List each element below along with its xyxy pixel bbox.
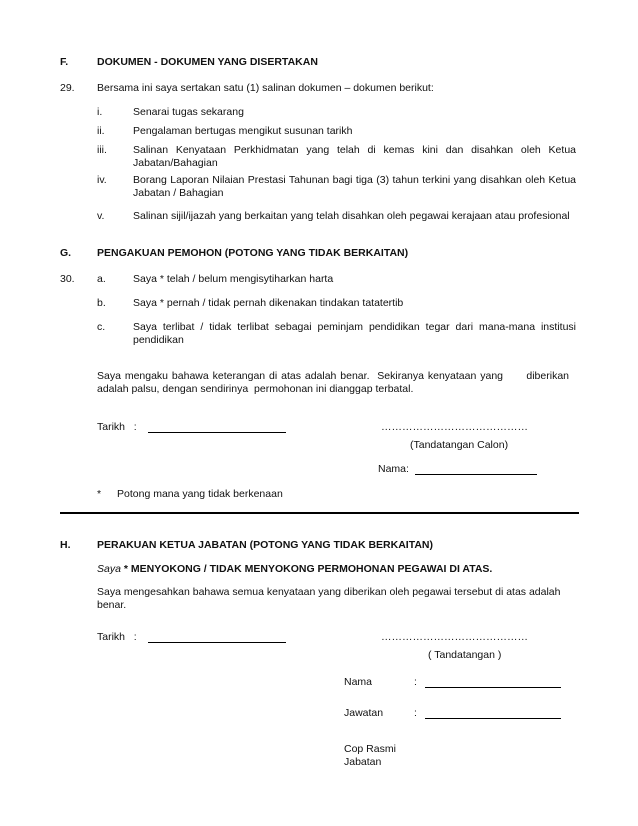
doc-text: Pengalaman bertugas mengikut susunan tarikh — [133, 125, 353, 137]
footnote: Potong mana yang tidak berkenaan — [117, 488, 283, 500]
doc-number: iv. — [97, 174, 107, 186]
applicant-declaration: Saya mengaku bahawa keterangan di atas adalah benar. Sekiranya kenyataan yang diberikan adalah palsu, dengan sendirinya permohonan ini dianggap terbatal. — [97, 370, 572, 395]
section-f-letter: F. — [60, 56, 69, 68]
head-confirmation: Saya mengesahkan bahawa semua kenyataan yang diberikan oleh pegawai tersebut di atas adalah benar. — [97, 586, 561, 611]
colon: : — [414, 707, 417, 719]
declaration-item-number: c. — [97, 321, 106, 333]
doc-text: Borang Laporan Nilaian Prestasi Tahunan bagi tiga (3) tahun terkini yang disahkan oleh Ketua Jabatan / Bahagian — [133, 174, 576, 199]
section-divider — [60, 512, 579, 514]
head-signature-label: ( Tandatangan ) — [428, 649, 502, 661]
official-stamp-label: Cop Rasmi — [344, 743, 396, 755]
doc-number: iii. — [97, 144, 107, 156]
signature-dots[interactable]: …………………………………… — [381, 421, 528, 433]
section-g-title: PENGAKUAN PEMOHON (POTONG YANG TIDAK BERKAITAN) — [97, 247, 409, 259]
section-h-letter: H. — [60, 539, 71, 551]
support-options: * MENYOKONG / TIDAK MENYOKONG PERMOHONAN PEGAWAI DI ATAS. — [123, 563, 493, 575]
note-asterisk: * — [97, 488, 102, 500]
support-statement — [97, 563, 492, 576]
position-line[interactable] — [425, 718, 561, 719]
position-label: Jawatan — [344, 707, 384, 719]
item-29-intro: Bersama ini saya sertakan satu (1) salinan dokumen – dokumen berikut: — [97, 82, 434, 94]
section-f-title: DOKUMEN - DOKUMEN YANG DISERTAKAN — [97, 56, 318, 68]
name-label: Nama: — [378, 463, 409, 475]
name-line[interactable] — [425, 687, 561, 688]
support-saya: Saya — [97, 563, 121, 575]
declaration-item-text: Saya * telah / belum mengisytiharkan harta — [133, 273, 334, 285]
doc-number: i. — [97, 106, 103, 118]
doc-text: Salinan sijil/ijazah yang berkaitan yang telah disahkan oleh pegawai kerajaan atau profesional — [133, 210, 570, 222]
name-label: Nama — [344, 676, 373, 688]
colon: : — [414, 676, 417, 688]
applicant-signature-label: (Tandatangan Calon) — [410, 439, 509, 451]
date-label: Tarikh : — [97, 631, 137, 643]
declaration-item-text: Saya * pernah / tidak pernah dikenakan tindakan tatatertib — [133, 297, 404, 309]
name-line[interactable] — [415, 474, 537, 475]
item-29-number: 29. — [60, 82, 75, 94]
date-label: Tarikh : — [97, 421, 137, 433]
section-h-title: PERAKUAN KETUA JABATAN (POTONG YANG TIDAK BERKAITAN) — [97, 539, 434, 551]
signature-dots[interactable]: …………………………………… — [381, 631, 528, 643]
declaration-item-number: a. — [97, 273, 106, 285]
official-stamp-label: Jabatan — [344, 756, 382, 768]
date-signature-line[interactable] — [148, 642, 286, 643]
declaration-item-number: b. — [97, 297, 106, 309]
doc-number: v. — [97, 210, 105, 222]
section-g-letter: G. — [60, 247, 72, 259]
doc-text: Senarai tugas sekarang — [133, 106, 244, 118]
date-signature-line[interactable] — [148, 432, 286, 433]
doc-text: Salinan Kenyataan Perkhidmatan yang telah di kemas kini dan disahkan oleh Ketua Jabatan/Bahagian — [133, 144, 576, 169]
declaration-item-text: Saya terlibat / tidak terlibat sebagai peminjam pendidikan tegar dari mana-mana institusi pendidikan — [133, 321, 576, 346]
item-30-number: 30. — [60, 273, 75, 285]
doc-number: ii. — [97, 125, 105, 137]
